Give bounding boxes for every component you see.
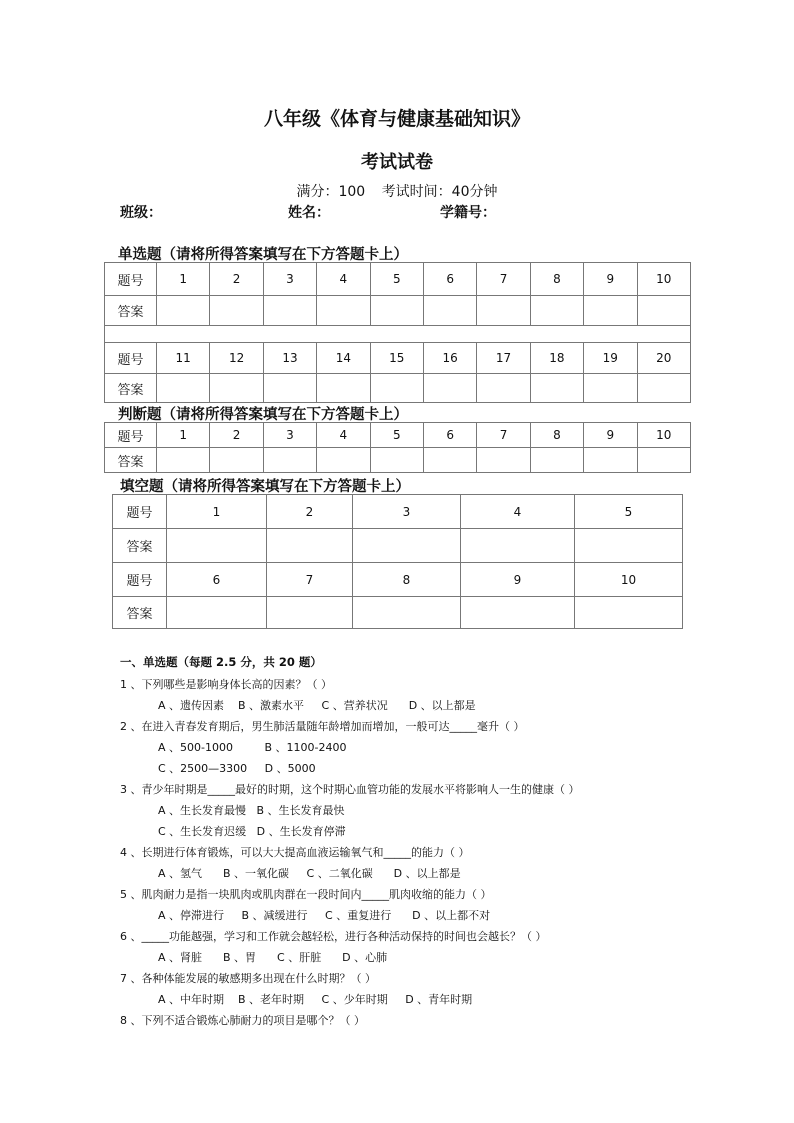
table-row — [105, 448, 691, 473]
true-false-number-4: 4 — [317, 423, 370, 448]
single-choice-number-15: 15 — [370, 343, 423, 374]
single-choice-number-1: 1 — [157, 263, 210, 296]
single-choice-number-13: 13 — [263, 343, 316, 374]
fill-blank-answer-3 — [353, 529, 461, 563]
full-score: 满分：100 — [296, 184, 366, 200]
single-choice-number-8: 8 — [530, 263, 583, 296]
fill-blank-answer-9 — [461, 597, 575, 629]
fill-blank-number-10: 10 — [575, 563, 683, 597]
fill-blank-number-3: 3 — [353, 495, 461, 529]
student-id-label: 学籍号： — [440, 205, 496, 221]
single-choice-answer-6 — [423, 296, 476, 326]
single-choice-heading: 单选题（请将所得答案填写在下方答题卡上） — [118, 246, 408, 263]
single-choice-answer-8 — [530, 296, 583, 326]
single-choice-number-9: 9 — [584, 263, 637, 296]
single-choice-number-18: 18 — [530, 343, 583, 374]
question-1-options-1: A 、遗传因素 B 、激素水平 C 、营养状况 D 、以上都是 — [158, 699, 476, 712]
table-row — [105, 374, 691, 403]
fill-blank-answer-8 — [353, 597, 461, 629]
question-7-options-1: A 、中年时期 B 、老年时期 C 、少年时期 D 、青年时期 — [158, 993, 473, 1006]
fill-blank-number-1: 1 — [167, 495, 267, 529]
single-choice-answer-13 — [263, 374, 316, 403]
table-row — [113, 495, 683, 529]
number-label: 题号 — [105, 263, 157, 296]
single-choice-number-14: 14 — [317, 343, 370, 374]
fill-blank-answer-1 — [167, 529, 267, 563]
true-false-number-3: 3 — [263, 423, 316, 448]
true-false-number-1: 1 — [157, 423, 210, 448]
table-row — [105, 343, 691, 374]
fill-blank-heading: 填空题（请将所得答案填写在下方答题卡上） — [120, 478, 410, 495]
exam-time: 考试时间：40分钟 — [381, 184, 498, 200]
answer-label: 答案 — [105, 296, 157, 326]
table-row — [105, 263, 691, 296]
single-choice-number-19: 19 — [584, 343, 637, 374]
single-choice-answer-14 — [317, 374, 370, 403]
single-choice-answer-2 — [210, 296, 263, 326]
fill-blank-number-9: 9 — [461, 563, 575, 597]
table-row — [105, 296, 691, 326]
fill-blank-number-2: 2 — [267, 495, 353, 529]
true-false-answer-7 — [477, 448, 530, 473]
part1-heading: 一、单选题（每题 2.5 分，共 20 题） — [120, 655, 322, 669]
true-false-number-5: 5 — [370, 423, 423, 448]
single-choice-answer-19 — [584, 374, 637, 403]
fill-blank-answer-5 — [575, 529, 683, 563]
true-false-number-9: 9 — [584, 423, 637, 448]
question-4-options-1: A 、氢气 B 、一氧化碳 C 、二氧化碳 D 、以上都是 — [158, 867, 461, 880]
table-row — [113, 529, 683, 563]
answer-label: 答案 — [105, 374, 157, 403]
fill-blank-number-8: 8 — [353, 563, 461, 597]
single-choice-number-6: 6 — [423, 263, 476, 296]
true-false-answer-4 — [317, 448, 370, 473]
exam-meta — [0, 181, 794, 201]
question-2-options-1: A 、500-1000 B 、1100-2400 — [158, 741, 347, 754]
question-3-options-1: A 、生长发育最慢 B 、生长发育最快 — [158, 804, 345, 817]
true-false-number-2: 2 — [210, 423, 263, 448]
single-choice-number-4: 4 — [317, 263, 370, 296]
class-label: 班级： — [120, 205, 162, 221]
table-row — [105, 423, 691, 448]
true-false-answer-10 — [637, 448, 690, 473]
fill-blank-number-7: 7 — [267, 563, 353, 597]
single-choice-answer-16 — [423, 374, 476, 403]
single-choice-number-10: 10 — [637, 263, 690, 296]
number-label: 题号 — [105, 343, 157, 374]
question-3-options-2: C 、生长发育迟缓 D 、生长发育停滞 — [158, 825, 346, 838]
single-choice-number-16: 16 — [423, 343, 476, 374]
single-choice-answer-17 — [477, 374, 530, 403]
true-false-number-6: 6 — [423, 423, 476, 448]
true-false-answer-5 — [370, 448, 423, 473]
true-false-number-8: 8 — [530, 423, 583, 448]
true-false-answer-card — [104, 422, 691, 473]
single-choice-answer-3 — [263, 296, 316, 326]
question-2: 2 、在进入青春发育期后，男生肺活量随年龄增加而增加，一般可达_____毫升（ ） — [120, 720, 525, 733]
true-false-answer-9 — [584, 448, 637, 473]
question-7: 7 、各种体能发展的敏感期多出现在什么时期？（ ） — [120, 972, 376, 985]
fill-blank-number-4: 4 — [461, 495, 575, 529]
fill-blank-answer-6 — [167, 597, 267, 629]
true-false-heading: 判断题（请将所得答案填写在下方答题卡上） — [118, 406, 408, 423]
single-choice-answer-18 — [530, 374, 583, 403]
true-false-answer-2 — [210, 448, 263, 473]
exam-subtitle: 考试试卷 — [361, 152, 433, 173]
single-choice-number-20: 20 — [637, 343, 690, 374]
true-false-answer-1 — [157, 448, 210, 473]
table-row — [113, 563, 683, 597]
single-choice-number-7: 7 — [477, 263, 530, 296]
question-6-options-1: A 、肾脏 B 、胃 C 、肝脏 D 、心肺 — [158, 951, 388, 964]
single-choice-answer-10 — [637, 296, 690, 326]
single-choice-answer-15 — [370, 374, 423, 403]
number-label: 题号 — [105, 423, 157, 448]
single-choice-number-5: 5 — [370, 263, 423, 296]
single-choice-answer-20 — [637, 374, 690, 403]
exam-title: 八年级《体育与健康基础知识》 — [263, 108, 530, 130]
answer-label: 答案 — [113, 597, 167, 629]
single-choice-number-12: 12 — [210, 343, 263, 374]
question-5-options-1: A 、停滞进行 B 、减缓进行 C 、重复进行 D 、以上都不对 — [158, 909, 491, 922]
single-choice-answer-1 — [157, 296, 210, 326]
single-choice-answer-12 — [210, 374, 263, 403]
true-false-number-7: 7 — [477, 423, 530, 448]
spacer-cell — [105, 326, 691, 343]
fill-blank-answer-7 — [267, 597, 353, 629]
fill-blank-number-6: 6 — [167, 563, 267, 597]
single-choice-number-11: 11 — [157, 343, 210, 374]
single-choice-number-2: 2 — [210, 263, 263, 296]
true-false-answer-8 — [530, 448, 583, 473]
fill-blank-answer-10 — [575, 597, 683, 629]
single-choice-number-3: 3 — [263, 263, 316, 296]
number-label: 题号 — [113, 563, 167, 597]
table-row — [105, 326, 691, 343]
question-8: 8 、下列不适合锻炼心肺耐力的项目是哪个？（ ） — [120, 1014, 365, 1027]
answer-label: 答案 — [113, 529, 167, 563]
single-choice-number-17: 17 — [477, 343, 530, 374]
question-5: 5 、肌肉耐力是指一块肌肉或肌肉群在一段时间内_____肌肉收缩的能力（ ） — [120, 888, 492, 901]
number-label: 题号 — [113, 495, 167, 529]
fill-blank-number-5: 5 — [575, 495, 683, 529]
answer-label: 答案 — [105, 448, 157, 473]
question-3: 3 、青少年时期是_____最好的时期，这个时期心血管功能的发展水平将影响人一生的健康（ ） — [120, 783, 580, 796]
true-false-answer-3 — [263, 448, 316, 473]
single-choice-answer-5 — [370, 296, 423, 326]
name-label: 姓名： — [288, 205, 330, 221]
question-1: 1 、下列哪些是影响身体长高的因素？（ ） — [120, 678, 332, 691]
true-false-answer-6 — [423, 448, 476, 473]
question-6: 6 、_____功能越强，学习和工作就会越轻松，进行各种活动保持的时间也会越长？（ ） — [120, 930, 547, 943]
single-choice-answer-card — [104, 262, 691, 403]
single-choice-answer-9 — [584, 296, 637, 326]
question-4: 4 、长期进行体育锻炼，可以大大提高血液运输氧气和_____的能力（ ） — [120, 846, 470, 859]
fill-blank-answer-4 — [461, 529, 575, 563]
question-2-options-2: C 、2500—3300 D 、5000 — [158, 762, 316, 775]
fill-blank-answer-2 — [267, 529, 353, 563]
table-row — [113, 597, 683, 629]
fill-blank-answer-card — [112, 494, 683, 629]
single-choice-answer-7 — [477, 296, 530, 326]
true-false-number-10: 10 — [637, 423, 690, 448]
single-choice-answer-11 — [157, 374, 210, 403]
single-choice-answer-4 — [317, 296, 370, 326]
